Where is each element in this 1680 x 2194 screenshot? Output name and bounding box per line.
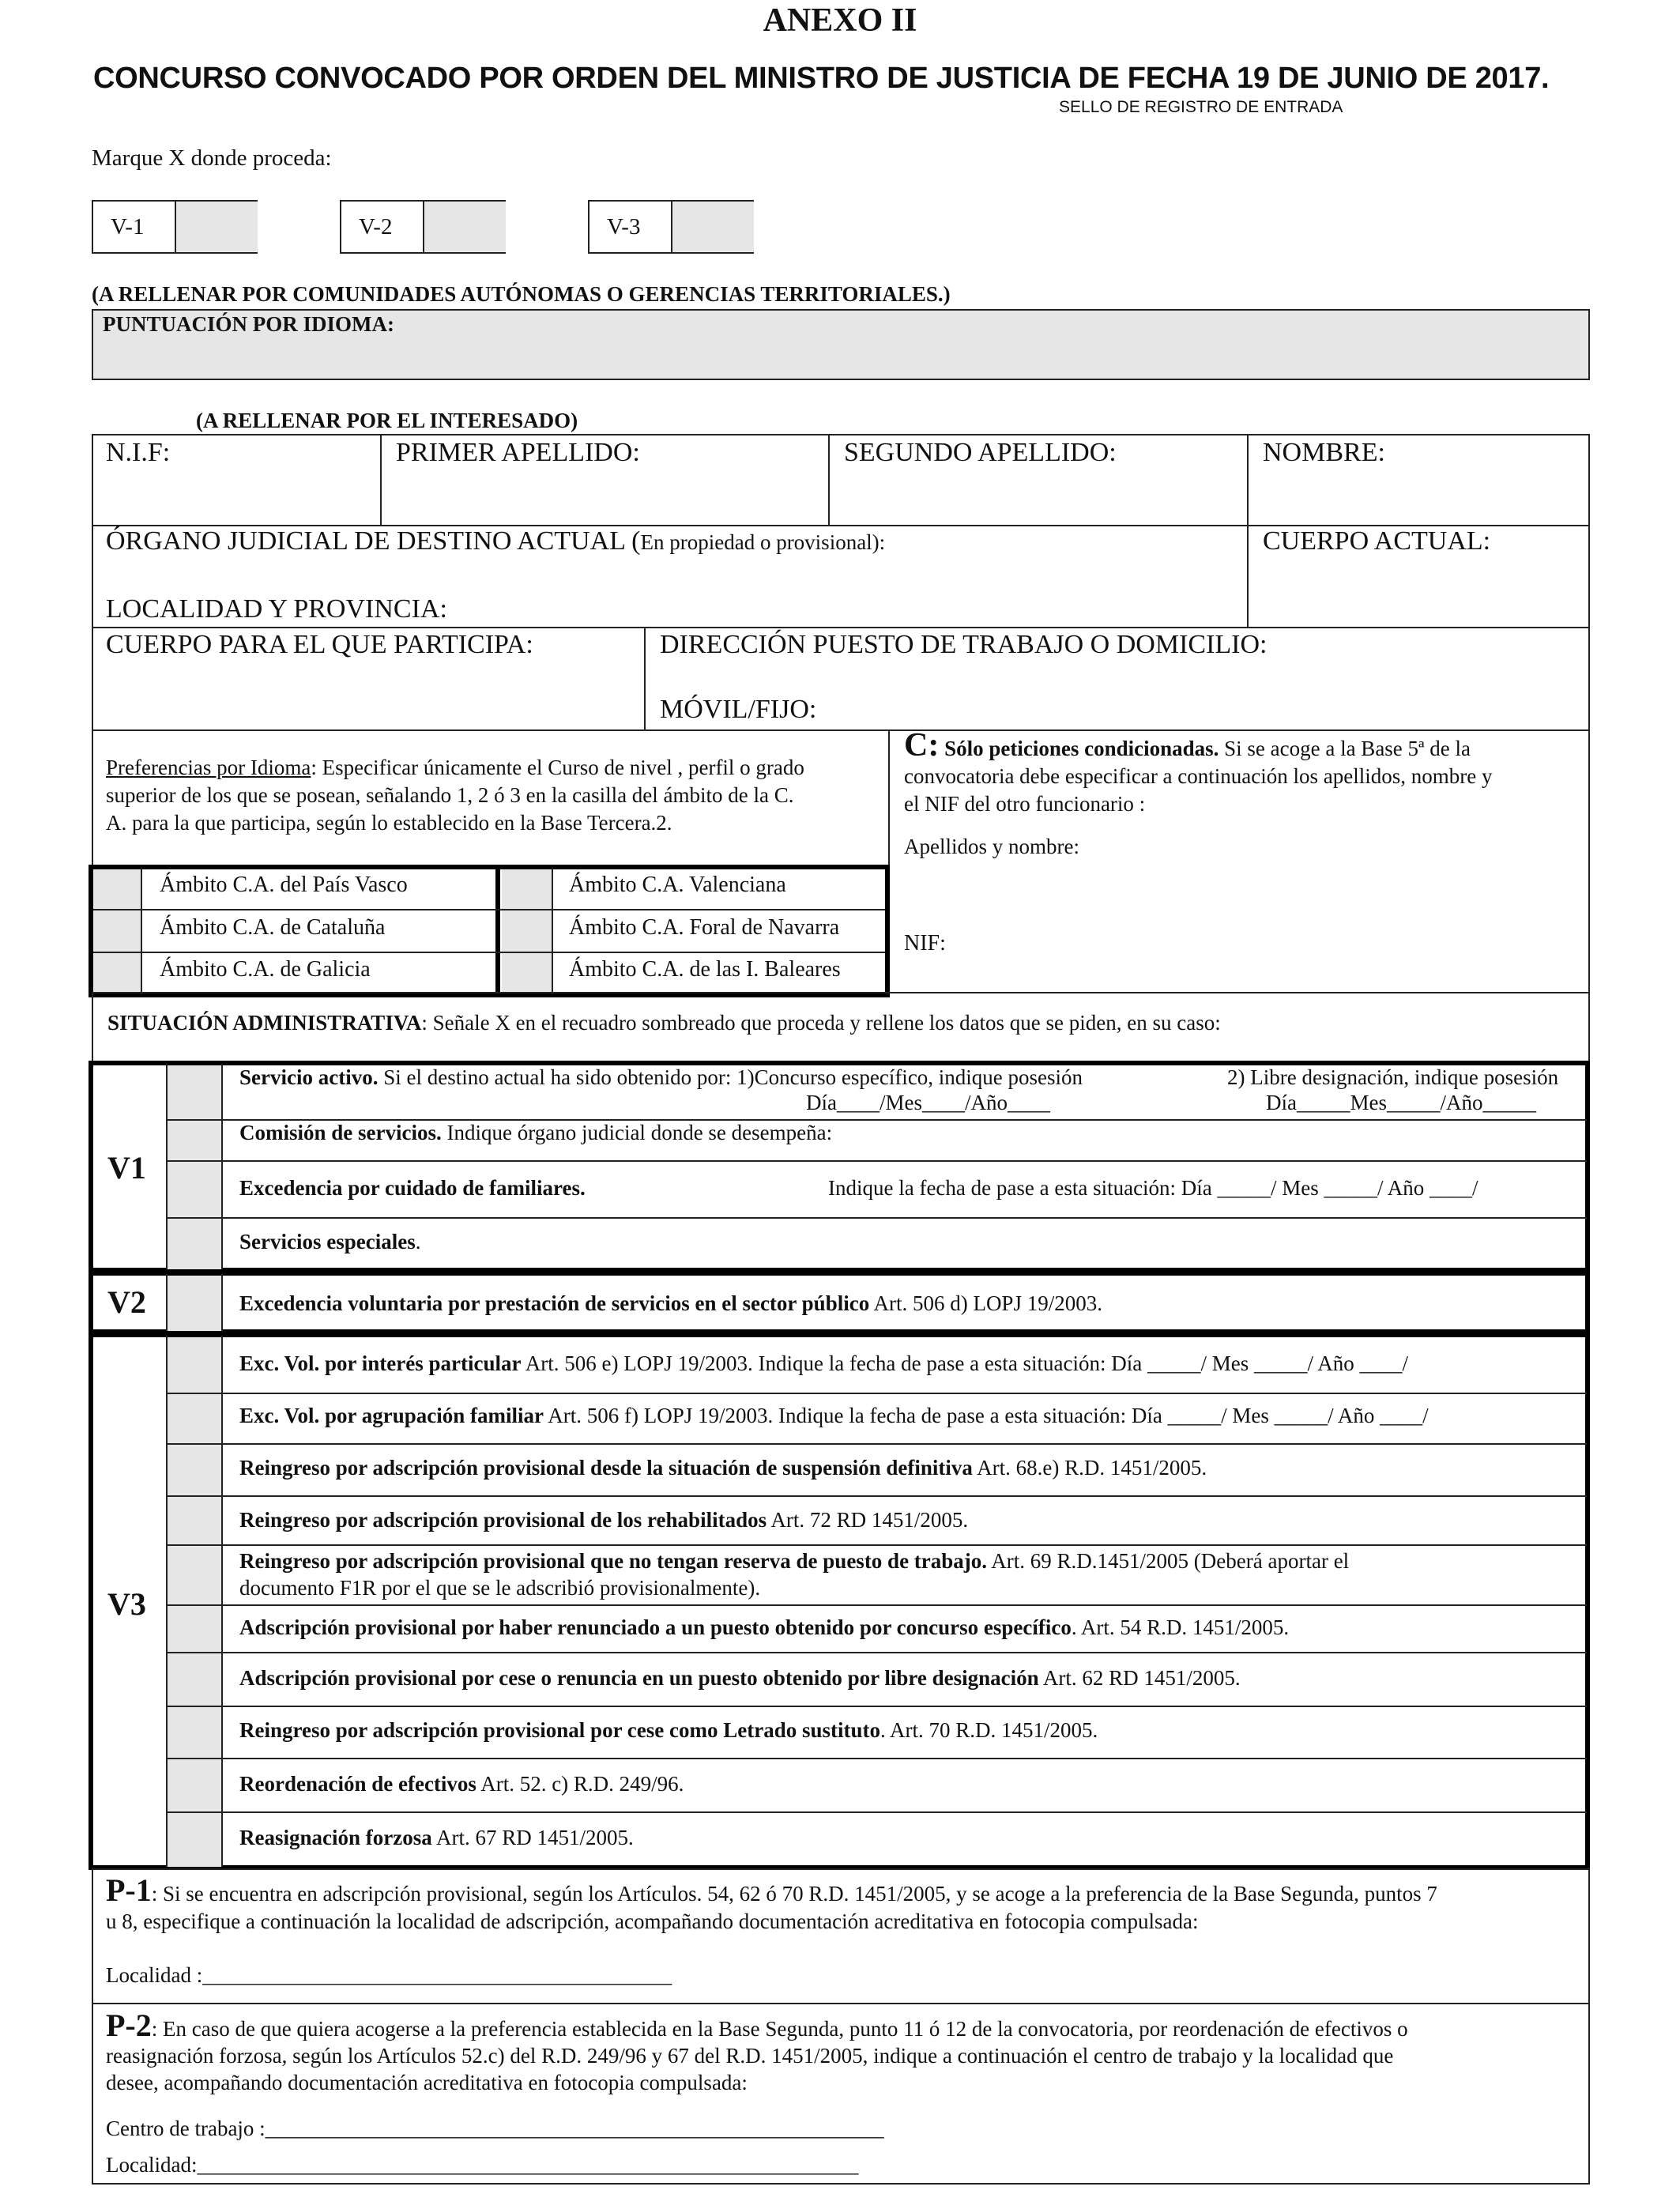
v3-row-6: Adscripción provisional por haber renunciado a un puesto obtenido por concurso específico. Art. 54 R.D. 1451/2005.: [239, 1615, 1290, 1639]
current-body-field[interactable]: [1249, 526, 1588, 626]
v1-libre-designacion-text: 2) Libre designación, indique posesión: [1227, 1065, 1559, 1089]
admin-situation-text: : Señale X en el recuadro sombreado que proceda y rellene los datos que se piden, en su caso:: [421, 1011, 1221, 1035]
p2-block: [92, 2003, 1590, 2185]
v3-row-5: Reingreso por adscripción provisional que no tengan reserva de puesto de trabajo. Art. 69 R.D.1451/2005 (Deberá aportar el documento F1R por el que se le adscribió provisionalmente).: [239, 1549, 1350, 1600]
conditional-letter: C:: [904, 727, 940, 763]
v1-servicios-especiales-title: Servicios especiales: [239, 1230, 416, 1253]
v1-excedencia-date[interactable]: Indique la fecha de pase a esta situación: Día _____/ Mes _____/ Año ____/: [828, 1176, 1478, 1200]
language-preferences-line2: superior de los que se posean, señalando 1, 2 ó 3 en la casilla del ámbito de la C.: [106, 783, 794, 807]
current-organ-main: ÓRGANO JUDICIAL DE DESTINO ACTUAL (: [106, 526, 641, 556]
conditional-line1: Si se acoge a la Base 5ª de la: [1219, 737, 1471, 760]
lang-label-pais-vasco: Ámbito C.A. del País Vasco: [160, 873, 408, 897]
language-preferences-line1: : Especificar únicamente el Curso de nivel , perfil o grado: [311, 756, 804, 779]
page-title: CONCURSO CONVOCADO POR ORDEN DEL MINISTRO DE JUSTICIA DE FECHA 19 DE JUNIO DE 2017.: [93, 62, 1550, 95]
v3-row-4: Reingreso por adscripción provisional de los rehabilitados Art. 72 RD 1451/2005.: [239, 1508, 969, 1532]
v1-comision-text: [239, 1121, 832, 1145]
v3-tag: V3: [107, 1586, 146, 1622]
current-organ-label: [106, 526, 885, 556]
p2-line3: desee, acompañando documentación acreditativa en fotocopia compulsada:: [106, 2071, 748, 2094]
option-v2-checkbox[interactable]: [423, 202, 506, 252]
option-v2-label: V-2: [359, 214, 393, 239]
language-preferences-title: Preferencias por Idioma: [106, 756, 311, 779]
current-body-label: CUERPO ACTUAL:: [1263, 526, 1491, 556]
language-score-label: PUNTUACIÓN POR IDIOMA:: [103, 312, 394, 336]
v3-check-8[interactable]: [168, 1707, 223, 1758]
v3-row-9: Reordenación de efectivos Art. 52. c) R.D. 249/96.: [239, 1772, 684, 1796]
nif-field[interactable]: [93, 435, 379, 524]
option-v1-label: V-1: [111, 214, 145, 239]
v1-date-libre[interactable]: Día_____Mes_____/Año_____: [1266, 1091, 1536, 1114]
p1-line2: u 8, especifique a continuación la localidad de adscripción, acompañando documentación acreditativa en fotocopia compulsada:: [106, 1909, 1199, 1933]
option-v2[interactable]: [340, 200, 506, 254]
v3-row-2: Exc. Vol. por agrupación familiar Art. 506 f) LOPJ 19/2003. Indique la fecha de pase a esta situación: Día _____/ Mes _____/ Año ____/: [239, 1404, 1429, 1427]
v2-text: [239, 1291, 1102, 1316]
body-applying-field[interactable]: [93, 628, 643, 729]
v2-check-excedencia-sector-publico[interactable]: [168, 1276, 223, 1331]
option-v3[interactable]: [588, 200, 754, 254]
v1-excedencia-title: Excedencia por cuidado de familiares.: [239, 1176, 586, 1200]
p2-line1: : En caso de que quiera acogerse a la preferencia establecida en la Base Segunda, punto 11 ó 12 de la convocatoria, por reordenación de efectivos o: [151, 2017, 1408, 2041]
p1-tag: P-1: [106, 1872, 152, 1908]
v1-servicio-activo-text: [239, 1065, 1083, 1090]
registry-stamp-label: SELLO DE REGISTRO DE ENTRADA: [1059, 98, 1343, 116]
applicant-section-heading: (A RELLENAR POR EL INTERESADO): [196, 409, 578, 432]
v1-date-concurso[interactable]: Día____/Mes____/Año____: [806, 1091, 1050, 1114]
lang-check-navarra[interactable]: [502, 910, 553, 952]
p2-center-field[interactable]: Centro de trabajo :__________________________________________________________: [106, 2117, 884, 2140]
current-organ-field[interactable]: [93, 526, 1245, 626]
conditional-nif-field[interactable]: [904, 931, 1584, 978]
option-v1-checkbox[interactable]: [175, 202, 258, 252]
admin-situation-header: [92, 992, 1590, 1063]
lang-check-valenciana[interactable]: [502, 869, 553, 909]
conditional-title: Sólo peticiones condicionadas.: [944, 737, 1219, 760]
lang-check-cataluna[interactable]: [93, 910, 142, 952]
lang-label-galicia: Ámbito C.A. de Galicia: [160, 957, 371, 982]
conditional-names-field[interactable]: [904, 835, 1584, 898]
v2-tag: V2: [107, 1284, 146, 1320]
admin-situation-label: SITUACIÓN ADMINISTRATIVA: [107, 1011, 422, 1035]
annex-title: ANEXO II: [763, 2, 917, 39]
v1-check-excedencia-familiares[interactable]: [168, 1162, 223, 1217]
lang-label-navarra: Ámbito C.A. Foral de Navarra: [569, 915, 840, 940]
v1-check-comision[interactable]: [168, 1121, 223, 1160]
p2-locality-field[interactable]: Localidad:______________________________________________________________: [106, 2153, 859, 2177]
v3-row-10: Reasignación forzosa Art. 67 RD 1451/2005.: [239, 1826, 634, 1849]
first-surname-label: PRIMER APELLIDO:: [396, 438, 640, 467]
v3-check-5[interactable]: [168, 1546, 223, 1604]
second-surname-label: SEGUNDO APELLIDO:: [844, 438, 1117, 467]
lang-label-valenciana: Ámbito C.A. Valenciana: [569, 873, 786, 897]
phone-label: MÓVIL/FIJO:: [660, 695, 817, 724]
p2-tag: P-2: [106, 2007, 152, 2043]
mark-instruction: Marque X donde proceda:: [92, 145, 332, 171]
v3-check-2[interactable]: [168, 1394, 223, 1443]
v3-check-6[interactable]: [168, 1606, 223, 1652]
v3-check-7[interactable]: [168, 1653, 223, 1706]
p2-text: [106, 2007, 1408, 2096]
lang-check-pais-vasco[interactable]: [93, 869, 142, 909]
first-surname-field[interactable]: [382, 435, 827, 524]
v3-check-1[interactable]: [168, 1337, 223, 1393]
conditional-nif-label: NIF:: [904, 931, 946, 956]
second-surname-field[interactable]: [830, 435, 1246, 524]
v3-row-8: Reingreso por adscripción provisional por cese como Letrado sustituto. Art. 70 R.D. 1451/2005.: [239, 1718, 1098, 1742]
v1-check-servicios-especiales[interactable]: [168, 1219, 223, 1269]
v1-comision-title: Comisión de servicios.: [239, 1121, 442, 1144]
conditional-line3: el NIF del otro funcionario :: [904, 792, 1146, 816]
option-v3-label: V-3: [607, 214, 641, 239]
lang-check-baleares[interactable]: [502, 953, 553, 993]
work-address-field[interactable]: [646, 628, 1588, 729]
option-v1[interactable]: [92, 200, 258, 254]
v3-check-10[interactable]: [168, 1813, 223, 1867]
language-preferences-line3: A. para la que participa, según lo establecido en la Base Tercera.2.: [106, 811, 672, 835]
conditional-requests-text: [904, 727, 1493, 818]
v3-row-1: Exc. Vol. por interés particular Art. 506 e) LOPJ 19/2003. Indique la fecha de pase a esta situación: Día _____/ Mes _____/ Año ____/: [239, 1351, 1409, 1375]
v3-check-9[interactable]: [168, 1759, 223, 1811]
work-address-label: DIRECCIÓN PUESTO DE TRABAJO O DOMICILIO:: [660, 630, 1268, 659]
conditional-names-label: Apellidos y nombre:: [904, 835, 1079, 858]
v2-desc: Art. 506 d) LOPJ 19/2003.: [869, 1291, 1102, 1315]
v3-row-3: Reingreso por adscripción provisional desde la situación de suspensión definitiva Art. 68.e) R.D. 1451/2005.: [239, 1456, 1207, 1480]
v3-check-3[interactable]: [168, 1445, 223, 1495]
v2-title: Excedencia voluntaria por prestación de servicios en el sector público: [239, 1291, 870, 1315]
p1-locality-field[interactable]: Localidad :____________________________________________: [106, 1963, 672, 1987]
ccaa-section-heading: (A RELLENAR POR COMUNIDADES AUTÓNOMAS O GERENCIAS TERRITORIALES.): [92, 282, 951, 306]
v1-tag: V1: [107, 1150, 146, 1186]
body-applying-label: CUERPO PARA EL QUE PARTICIPA:: [106, 630, 533, 659]
lang-label-cataluna: Ámbito C.A. de Cataluña: [160, 915, 386, 940]
conditional-line2: convocatoria debe especificar a continuación los apellidos, nombre y: [904, 764, 1493, 788]
v3-check-4[interactable]: [168, 1497, 223, 1544]
p1-text: [106, 1872, 1437, 1936]
p1-block: [92, 1868, 1590, 2004]
nif-label: N.I.F:: [106, 438, 171, 467]
locality-province-label: LOCALIDAD Y PROVINCIA:: [106, 594, 447, 624]
v1-servicio-activo-desc: Si el destino actual ha sido obtenido por: 1)Concurso específico, indique posesión: [378, 1065, 1083, 1089]
p1-line1: : Si se encuentra en adscripción provisional, según los Artículos. 54, 62 ó 70 R.D. 1451/2005, y se acoge a la preferencia de la Base Segunda, puntos 7: [151, 1882, 1437, 1906]
v1-servicio-activo-title: Servicio activo.: [239, 1065, 379, 1089]
v1-comision-desc: Indique órgano judicial donde se desempeña:: [441, 1121, 833, 1144]
name-field[interactable]: [1249, 435, 1588, 524]
lang-label-baleares: Ámbito C.A. de las I. Baleares: [569, 957, 841, 982]
language-score-field[interactable]: [92, 309, 1590, 380]
option-v3-checkbox[interactable]: [671, 202, 754, 252]
v1-check-servicio-activo[interactable]: [168, 1065, 223, 1119]
v3-row-7: Adscripción provisional por cese o renuncia en un puesto obtenido por libre designación Art. 62 RD 1451/2005.: [239, 1666, 1241, 1690]
language-preferences-text: [106, 754, 804, 837]
p2-line2: reasignación forzosa, según los Artículos 52.c) del R.D. 249/96 y 67 del R.D. 1451/2005, indique a continuación el centro de trabajo y la localidad que: [106, 2044, 1394, 2068]
name-label: NOMBRE:: [1263, 438, 1385, 467]
admin-situation-instruction: [107, 1011, 1221, 1035]
current-organ-sub: En propiedad o provisional):: [640, 530, 886, 554]
lang-check-galicia[interactable]: [93, 953, 142, 993]
v1-servicios-especiales-text: Servicios especiales.: [239, 1230, 421, 1253]
